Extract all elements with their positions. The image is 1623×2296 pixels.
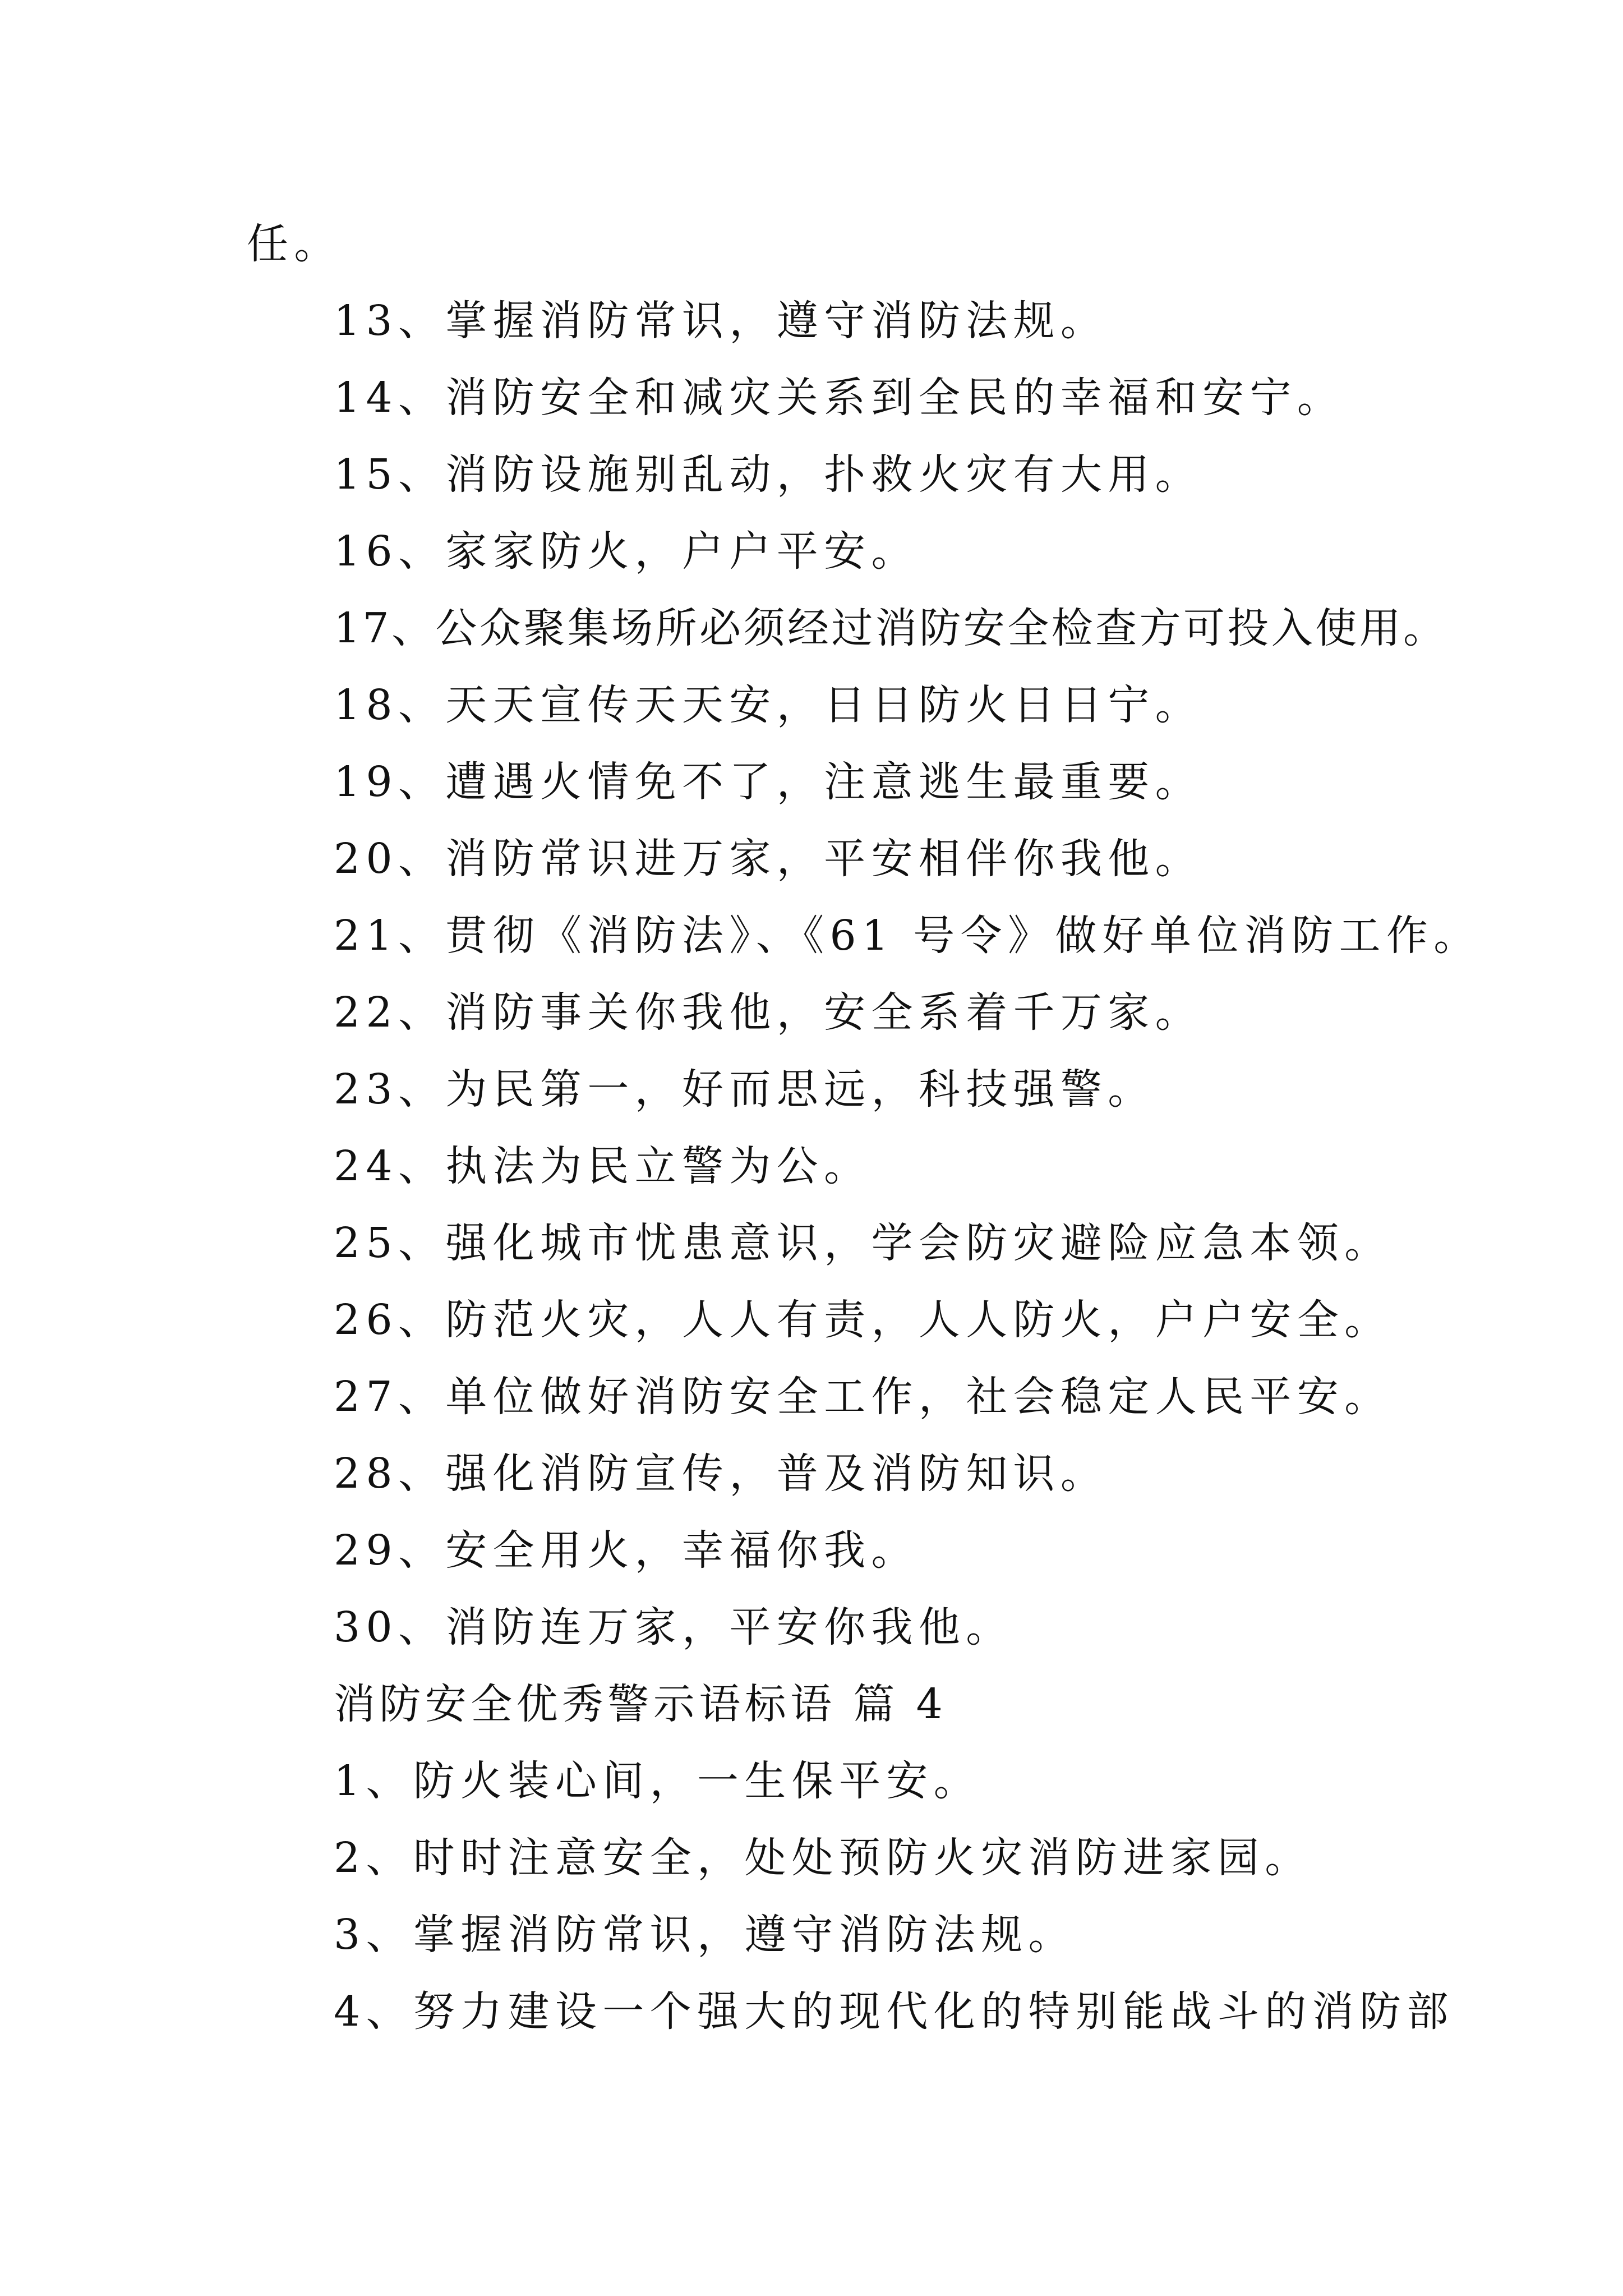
list-item: 27、单位做好消防安全工作，社会稳定人民平安。	[334, 1373, 1392, 1421]
list-item: 29、安全用火，幸福你我。	[334, 1526, 919, 1575]
list-item: 22、消防事关你我他，安全系着千万家。	[334, 988, 1202, 1037]
list-item: 17、公众聚集场所必须经过消防安全检查方可投入使用。	[334, 604, 1447, 652]
list-item: 14、消防安全和减灾关系到全民的幸福和安宁。	[334, 374, 1345, 422]
list-item: 15、消防设施别乱动，扑救火灾有大用。	[334, 450, 1202, 499]
list-item: 4、努力建设一个强大的现代化的特别能战斗的消防部	[334, 1987, 1454, 2036]
list-item: 26、防范火灾，人人有责，人人防火，户户安全。	[334, 1296, 1392, 1344]
section-heading: 消防安全优秀警示语标语 篇 4	[334, 1680, 947, 1728]
continuation-text: 任。	[247, 220, 342, 268]
list-item: 16、家家防火，户户平安。	[334, 527, 919, 576]
list-item: 19、遭遇火情免不了，注意逃生最重要。	[334, 758, 1202, 806]
list-item: 25、强化城市忧患意识，学会防灾避险应急本领。	[334, 1219, 1392, 1267]
list-item: 23、为民第一，好而思远，科技强警。	[334, 1065, 1155, 1114]
list-item: 3、掌握消防常识，遵守消防法规。	[334, 1911, 1076, 1959]
list-item: 28、强化消防宣传，普及消防知识。	[334, 1450, 1108, 1498]
list-item: 21、贯彻《消防法》、《61 号令》做好单位消防工作。	[334, 912, 1481, 960]
list-item: 18、天天宣传天天安，日日防火日日宁。	[334, 681, 1202, 729]
list-item: 2、时时注意安全，处处预防火灾消防进家园。	[334, 1834, 1312, 1882]
list-item: 13、掌握消防常识，遵守消防法规。	[334, 297, 1108, 345]
list-item: 30、消防连万家，平安你我他。	[334, 1603, 1013, 1651]
list-item: 24、执法为民立警为公。	[334, 1142, 872, 1190]
list-item: 20、消防常识进万家，平安相伴你我他。	[334, 835, 1202, 883]
list-item: 1、防火装心间，一生保平安。	[334, 1757, 981, 1805]
